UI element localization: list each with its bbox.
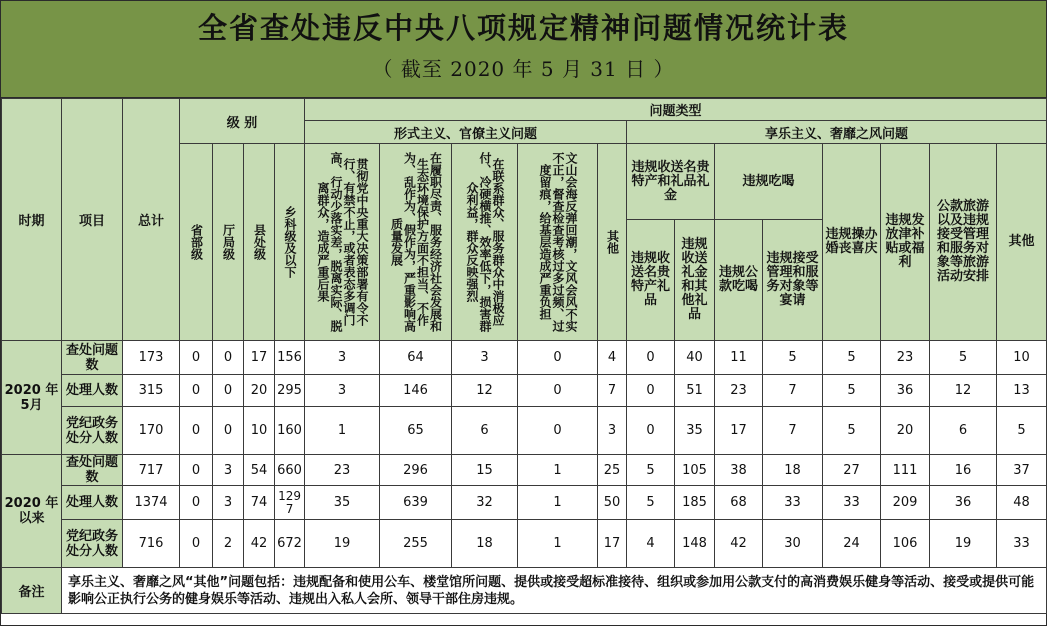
cell: 0: [180, 486, 213, 520]
cell: 1: [305, 407, 380, 455]
cell: 42: [244, 520, 275, 568]
cell: 4: [627, 520, 675, 568]
cell: 3: [452, 341, 518, 375]
cell: 255: [380, 520, 452, 568]
header-allowance: 违规发放津补贴或福利: [881, 144, 930, 341]
cell: 30: [763, 520, 823, 568]
cell: 17: [715, 407, 763, 455]
header-total: 总计: [123, 99, 180, 341]
header-level: 级 别: [180, 99, 305, 144]
cell: 3: [598, 407, 627, 455]
cell: 23: [881, 341, 930, 375]
cell: 0: [180, 341, 213, 375]
cell: 20: [881, 407, 930, 455]
cell: 38: [715, 455, 763, 486]
cell: 0: [213, 341, 244, 375]
header-level-township: 乡科级及以下: [283, 206, 298, 278]
cell: 0: [213, 407, 244, 455]
cell: 111: [881, 455, 930, 486]
table-row: [2, 455, 1047, 486]
header-hedonism: 享乐主义、奢靡之风问题: [627, 121, 1047, 144]
header-formalism-2: 在履职尽责、服务经济社会发展和生态环境保护方面不担当、不作为、乱作为、假作为，严重影响高质量发展: [389, 152, 443, 332]
cell: 1: [518, 486, 598, 520]
cell: 5: [627, 455, 675, 486]
cell: 296: [380, 455, 452, 486]
date-subtitle: （ 截至 2020 年 5 月 31 日 ）: [372, 57, 675, 81]
header-level-county: 县处级: [252, 224, 267, 260]
cell: 36: [881, 375, 930, 407]
cell: 717: [123, 455, 180, 486]
cell: 7: [763, 375, 823, 407]
cell: 5: [823, 341, 881, 375]
cell: 7: [763, 407, 823, 455]
cell: 48: [997, 486, 1047, 520]
header-formalism-3: 在联系群众、服务群众中消极应付、冷硬横推、效率低下，损害群众利益，群众反映强烈: [465, 152, 506, 332]
cell: 35: [675, 407, 715, 455]
header-meal-banquet: 违规接受管理和服务对象等宴请: [763, 220, 823, 341]
cell: 64: [380, 341, 452, 375]
cell: 5: [627, 486, 675, 520]
cell: 33: [823, 486, 881, 520]
cell: 295: [275, 375, 305, 407]
row-item-label: 查处问题数: [62, 455, 123, 486]
cell: 15: [452, 455, 518, 486]
cell: 18: [452, 520, 518, 568]
cell: 0: [627, 407, 675, 455]
cell: 1297: [275, 486, 305, 520]
cell: 672: [275, 520, 305, 568]
cell: 10: [997, 341, 1047, 375]
header-level-bureau: 厅局级: [221, 224, 236, 260]
title-banner: [1, 1, 1046, 98]
header-hedonism-other: 其他: [997, 144, 1047, 341]
cell: 42: [715, 520, 763, 568]
cell: 68: [715, 486, 763, 520]
header-formalism-4: 文山会海反弹回潮，文风会风不实不正，督查检查考核过多过频、过度留痕，给基层造成严重负担: [538, 152, 579, 332]
cell: 50: [598, 486, 627, 520]
cell: 660: [275, 455, 305, 486]
cell: 3: [305, 341, 380, 375]
cell: 0: [180, 375, 213, 407]
cell: 5: [823, 407, 881, 455]
cell: 20: [244, 375, 275, 407]
table-row: [2, 341, 1047, 375]
cell: 7: [598, 375, 627, 407]
cell: 0: [213, 375, 244, 407]
table-row: [2, 520, 1047, 568]
header-period: 时期: [2, 99, 62, 341]
cell: 32: [452, 486, 518, 520]
period-label: 2020 年 5月: [2, 341, 62, 455]
cell: 17: [598, 520, 627, 568]
cell: 27: [823, 455, 881, 486]
cell: 2: [213, 520, 244, 568]
cell: 0: [180, 455, 213, 486]
cell: 17: [244, 341, 275, 375]
cell: 33: [997, 520, 1047, 568]
cell: 170: [123, 407, 180, 455]
cell: 4: [598, 341, 627, 375]
cell: 36: [930, 486, 997, 520]
page-title: 全省查处违反中央八项规定精神问题情况统计表: [197, 11, 849, 45]
cell: 716: [123, 520, 180, 568]
header-meal-public: 违规公款吃喝: [715, 220, 763, 341]
cell: 35: [305, 486, 380, 520]
header-formalism: 形式主义、官僚主义问题: [305, 121, 627, 144]
cell: 19: [930, 520, 997, 568]
header-gift-cash: 违规收送礼金和其他礼品: [675, 220, 715, 341]
row-item-label: 处理人数: [62, 486, 123, 520]
note-row: [2, 568, 1047, 614]
row-item-label: 处理人数: [62, 375, 123, 407]
cell: 0: [518, 341, 598, 375]
cell: 33: [763, 486, 823, 520]
cell: 185: [675, 486, 715, 520]
header-item: 项目: [62, 99, 123, 341]
cell: 0: [518, 407, 598, 455]
table-row: [2, 407, 1047, 455]
cell: 24: [823, 520, 881, 568]
row-item-label: 党纪政务处分人数: [62, 520, 123, 568]
cell: 160: [275, 407, 305, 455]
cell: 105: [675, 455, 715, 486]
cell: 5: [997, 407, 1047, 455]
header-wedding-funeral: 违规操办婚丧喜庆: [823, 144, 881, 341]
cell: 0: [518, 375, 598, 407]
cell: 19: [305, 520, 380, 568]
cell: 51: [675, 375, 715, 407]
header-gift-specialty: 违规收送名贵特产礼品: [627, 220, 675, 341]
cell: 106: [881, 520, 930, 568]
cell: 0: [627, 341, 675, 375]
cell: 5: [823, 375, 881, 407]
cell: 40: [675, 341, 715, 375]
cell: 12: [930, 375, 997, 407]
cell: 639: [380, 486, 452, 520]
cell: 5: [763, 341, 823, 375]
cell: 1: [518, 455, 598, 486]
table-row: [2, 375, 1047, 407]
period-label: 2020 年 以来: [2, 455, 62, 568]
header-formalism-other: 其他: [605, 230, 620, 254]
cell: 315: [123, 375, 180, 407]
cell: 13: [997, 375, 1047, 407]
cell: 3: [305, 375, 380, 407]
header-travel: 公款旅游以及违规接受管理和服务对象等旅游活动安排: [930, 144, 997, 341]
cell: 146: [380, 375, 452, 407]
cell: 1: [518, 520, 598, 568]
cell: 0: [180, 407, 213, 455]
cell: 54: [244, 455, 275, 486]
cell: 6: [452, 407, 518, 455]
cell: 173: [123, 341, 180, 375]
cell: 37: [997, 455, 1047, 486]
cell: 3: [213, 486, 244, 520]
cell: 18: [763, 455, 823, 486]
note-label: 备注: [2, 568, 62, 614]
cell: 6: [930, 407, 997, 455]
header-formalism-1: 贯彻党中央重大决策部署有令不行、有禁不止，或者表态多调门高、行动少落实差，脱离实际、脱离群众，造成严重后果: [316, 152, 370, 332]
cell: 10: [244, 407, 275, 455]
cell: 0: [180, 520, 213, 568]
header-gift: 违规收送名贵特产和礼品礼金: [627, 144, 715, 220]
cell: 74: [244, 486, 275, 520]
cell: 12: [452, 375, 518, 407]
cell: 23: [715, 375, 763, 407]
header-meal: 违规吃喝: [715, 144, 823, 220]
cell: 209: [881, 486, 930, 520]
header-issue-type: 问题类型: [305, 99, 1047, 121]
cell: 148: [675, 520, 715, 568]
cell: 16: [930, 455, 997, 486]
table-row: [2, 486, 1047, 520]
cell: 65: [380, 407, 452, 455]
cell: 11: [715, 341, 763, 375]
cell: 23: [305, 455, 380, 486]
header-level-provincial: 省部级: [189, 224, 204, 260]
row-item-label: 查处问题数: [62, 341, 123, 375]
cell: 156: [275, 341, 305, 375]
row-item-label: 党纪政务处分人数: [62, 407, 123, 455]
cell: 25: [598, 455, 627, 486]
cell: 1374: [123, 486, 180, 520]
statistics-table: [1, 98, 1047, 614]
note-text: 享乐主义、奢靡之风“其他”问题包括：违规配备和使用公车、楼堂馆所问题、提供或接受超标准接待、组织或参加用公款支付的高消费娱乐健身等活动、接受或提供可能影响公正执行公务的健身娱乐等活动、违规出入私人会所、领导干部住房违规。: [62, 568, 1047, 614]
cell: 3: [213, 455, 244, 486]
cell: 5: [930, 341, 997, 375]
cell: 0: [627, 375, 675, 407]
